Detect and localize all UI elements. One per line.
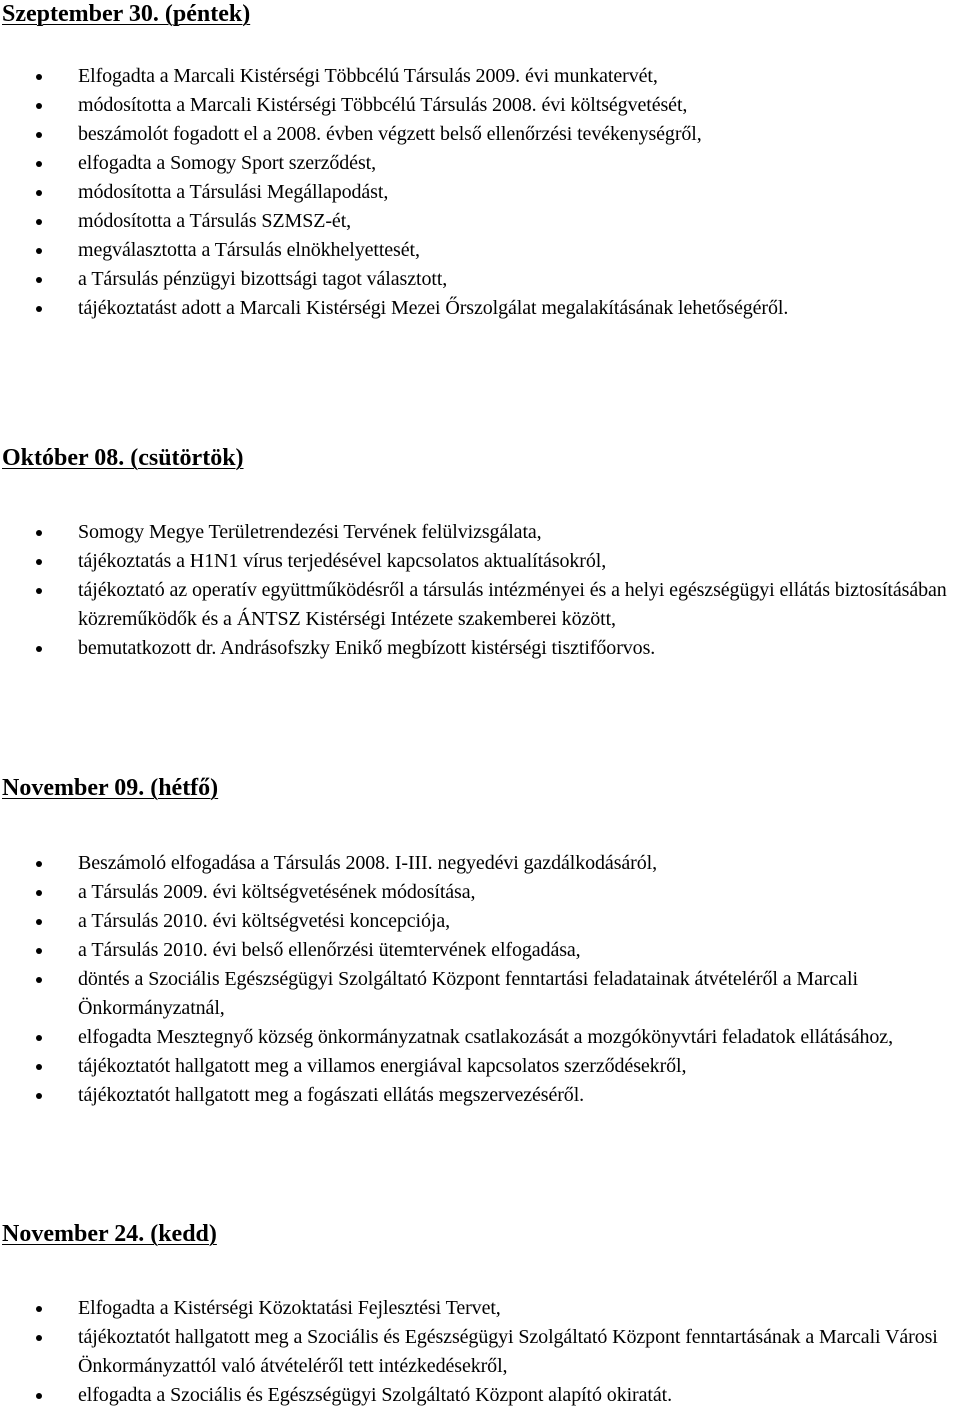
list-item-text: elfogadta a Szociális és Egészségügyi Szolgáltató Központ alapító okiratát.: [78, 1384, 672, 1406]
list-item: [0, 1294, 960, 1323]
agenda-list: [0, 62, 960, 323]
list-item: [0, 1052, 960, 1081]
bullet-icon: [36, 1393, 42, 1399]
list-item: [0, 1381, 960, 1410]
bullet-icon: [36, 306, 42, 312]
bullet-icon: [36, 74, 42, 80]
list-item-text: bemutatkozott dr. Andrásofszky Enikő megbízott kistérségi tisztifőorvos.: [78, 637, 656, 659]
list-item: [0, 149, 960, 178]
bullet-icon: [36, 248, 42, 254]
list-item: [0, 1081, 960, 1110]
list-item: [0, 294, 960, 323]
section-heading: November 09. (hétfő): [2, 775, 219, 801]
list-item-text: tájékoztatást adott a Marcali Kistérségi Mezei Őrszolgálat megalakításának lehetőségéről.: [78, 297, 789, 319]
bullet-icon: [36, 1306, 42, 1312]
list-item: [0, 120, 960, 149]
agenda-list: [0, 518, 960, 663]
list-item-text: Beszámoló elfogadása a Társulás 2008. I-III. negyedévi gazdálkodásáról,: [78, 852, 657, 874]
section-heading: Szeptember 30. (péntek): [2, 1, 251, 27]
bullet-icon: [36, 890, 42, 896]
section-october-08: [0, 444, 960, 663]
bullet-icon: [36, 219, 42, 225]
list-item: [0, 62, 960, 91]
agenda-list: [0, 849, 960, 1110]
section-november-24: [0, 1220, 960, 1410]
bullet-icon: [36, 1093, 42, 1099]
list-item-text: Elfogadta a Kistérségi Közoktatási Fejlesztési Tervet,: [78, 1297, 501, 1319]
list-item-text: elfogadta Mesztegnyő község önkormányzatnak csatlakozását a mozgókönyvtári feladatok ellátásához,: [78, 1026, 893, 1048]
list-item: [0, 547, 960, 576]
bullet-icon: [36, 948, 42, 954]
list-item-text: a Társulás 2009. évi költségvetésének módosítása,: [78, 881, 476, 903]
list-item: [0, 576, 960, 634]
bullet-icon: [36, 559, 42, 565]
section-september-30: [0, 0, 960, 323]
list-item: [0, 936, 960, 965]
bullet-icon: [36, 1064, 42, 1070]
list-item: [0, 965, 960, 1023]
list-item-text: tájékoztatót hallgatott meg a fogászati ellátás megszervezéséről.: [78, 1084, 585, 1106]
bullet-icon: [36, 277, 42, 283]
section-heading: November 24. (kedd): [2, 1221, 217, 1247]
bullet-icon: [36, 132, 42, 138]
list-item-text: Somogy Megye Területrendezési Tervének felülvizsgálata,: [78, 521, 542, 543]
bullet-icon: [36, 919, 42, 925]
list-item-text: módosította a Társulás SZMSZ-ét,: [78, 210, 352, 232]
list-item: [0, 265, 960, 294]
list-item: [0, 91, 960, 120]
list-item: [0, 849, 960, 878]
list-item-text: beszámolót fogadott el a 2008. évben végzett belső ellenőrzési tevékenységről,: [78, 123, 702, 145]
bullet-icon: [36, 977, 42, 983]
section-november-09: [0, 774, 960, 1110]
bullet-icon: [36, 861, 42, 867]
list-item: [0, 634, 960, 663]
list-item-text: tájékoztatás a H1N1 vírus terjedésével kapcsolatos aktualításokról,: [78, 550, 607, 572]
list-item: [0, 907, 960, 936]
bullet-icon: [36, 646, 42, 652]
list-item-text: módosította a Marcali Kistérségi Többcélú Társulás 2008. évi költségvetését,: [78, 94, 688, 116]
list-item-text: Elfogadta a Marcali Kistérségi Többcélú Társulás 2009. évi munkatervét,: [78, 65, 658, 87]
list-item: [0, 1323, 960, 1381]
list-item-text: elfogadta a Somogy Sport szerződést,: [78, 152, 376, 174]
bullet-icon: [36, 1035, 42, 1041]
list-item: [0, 207, 960, 236]
list-item-text: tájékoztató az operatív együttműködésről a társulás intézményei és a helyi egészségügyi ellátás biztosításában közreműködők és a ÁNTSZ Kistérségi Intézete szakemberei között,: [78, 579, 947, 630]
agenda-list: [0, 1294, 960, 1410]
bullet-icon: [36, 530, 42, 536]
list-item-text: tájékoztatót hallgatott meg a villamos energiával kapcsolatos szerződésekről,: [78, 1055, 687, 1077]
list-item-text: módosította a Társulási Megállapodást,: [78, 181, 389, 203]
list-item: [0, 518, 960, 547]
list-item: [0, 236, 960, 265]
list-item-text: a Társulás 2010. évi belső ellenőrzési ütemtervének elfogadása,: [78, 939, 581, 961]
list-item-text: döntés a Szociális Egészségügyi Szolgáltató Központ fenntartási feladatainak átvételéről a Marcali Önkormányzatnál,: [78, 968, 858, 1019]
list-item-text: a Társulás pénzügyi bizottsági tagot választott,: [78, 268, 448, 290]
list-item-text: tájékoztatót hallgatott meg a Szociális és Egészségügyi Szolgáltató Központ fenntartásának a Marcali Városi Önkormányzattól való átvételéről tett intézkedésekről,: [78, 1326, 938, 1377]
bullet-icon: [36, 1335, 42, 1341]
bullet-icon: [36, 161, 42, 167]
bullet-icon: [36, 588, 42, 594]
section-heading: Október 08. (csütörtök): [2, 445, 244, 471]
list-item-text: megválasztotta a Társulás elnökhelyettesét,: [78, 239, 420, 261]
bullet-icon: [36, 103, 42, 109]
list-item: [0, 178, 960, 207]
list-item: [0, 878, 960, 907]
list-item-text: a Társulás 2010. évi költségvetési koncepciója,: [78, 910, 451, 932]
list-item: [0, 1023, 960, 1052]
bullet-icon: [36, 190, 42, 196]
